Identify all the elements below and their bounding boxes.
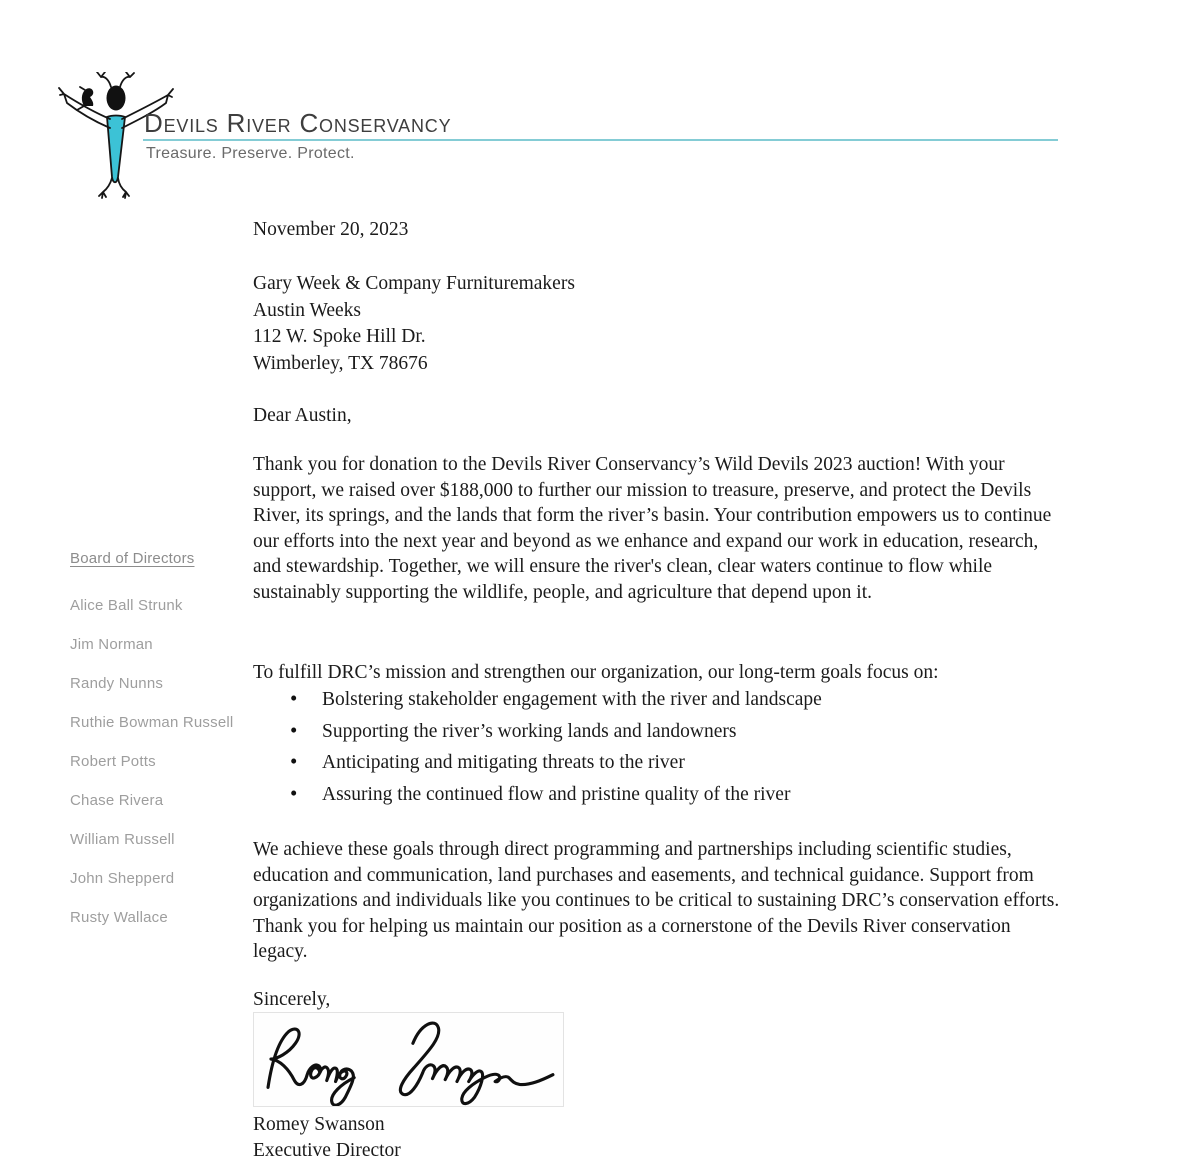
sidebar-heading: Board of Directors: [70, 550, 195, 567]
goals-list: [253, 687, 1063, 813]
goal-item: • Assuring the continued flow and pristine quality of the river: [253, 782, 1063, 808]
goals-intro: To fulfill DRC’s mission and strengthen our organization, our long-term goals focus on:: [253, 662, 939, 683]
handwritten-signature-icon: [254, 1013, 563, 1106]
board-member: Ruthie Bowman Russell: [70, 714, 234, 731]
org-name: Devils River Conservancy: [144, 108, 452, 138]
goal-item: • Bolstering stakeholder engagement with the river and landscape: [253, 687, 1063, 713]
signer-name: Romey Swanson: [253, 1114, 385, 1135]
salutation: Dear Austin,: [253, 405, 352, 426]
org-tagline: Treasure. Preserve. Protect.: [146, 145, 355, 162]
paragraph-thanks: Thank you for donation to the Devils River Conservancy’s Wild Devils 2023 auction! With your support, we raised over $188,000 to further our mission to treasure, preserve, and protect the Devils River, its springs, and the lands that form the river’s basin. Your contribution empowers us to continue our efforts into the next year and beyond as we enhance and expand our work in education, research, and stewardship. Together, we will ensure the river's clean, clear waters continue to flow while sustainably supporting the wildlife, people, and agriculture that depend upon it.: [253, 454, 1052, 603]
goal-item: • Supporting the river’s working lands and landowners: [253, 719, 1063, 745]
recipient-company: Gary Week & Company Furnituremakers: [253, 273, 575, 294]
board-member-list: [70, 597, 270, 926]
board-member: Chase Rivera: [70, 792, 164, 809]
signer-title: Executive Director: [253, 1140, 401, 1161]
board-member: Alice Ball Strunk: [70, 597, 183, 614]
recipient-address: [253, 271, 575, 377]
closing: Sincerely,: [253, 989, 331, 1010]
signature-image: [253, 1012, 564, 1107]
board-of-directors-sidebar: [70, 550, 270, 948]
board-member: Randy Nunns: [70, 675, 164, 692]
letter-date: November 20, 2023: [253, 219, 409, 240]
board-member: John Shepperd: [70, 870, 175, 887]
recipient-city: Wimberley, TX 78676: [253, 352, 428, 374]
recipient-name: Austin Weeks: [253, 299, 362, 321]
board-member: William Russell: [70, 831, 175, 848]
board-member: Jim Norman: [70, 636, 153, 653]
board-member: Robert Potts: [70, 753, 156, 770]
board-member: Rusty Wallace: [70, 909, 168, 926]
paragraph-achieve: We achieve these goals through direct programming and partnerships including scientific studies, education and communication, land purchases and easements, and technical guidance. Support from organizations and individuals like you continues to be critical to sustaining DRC’s conservation efforts. Thank you for helping us maintain our position as a cornerstone of the Devils River conservation legacy.: [253, 839, 1060, 962]
recipient-street: 112 W. Spoke Hill Dr.: [253, 326, 426, 347]
goal-item: • Anticipating and mitigating threats to the river: [253, 750, 1063, 776]
letter-body: [253, 0, 1063, 1176]
